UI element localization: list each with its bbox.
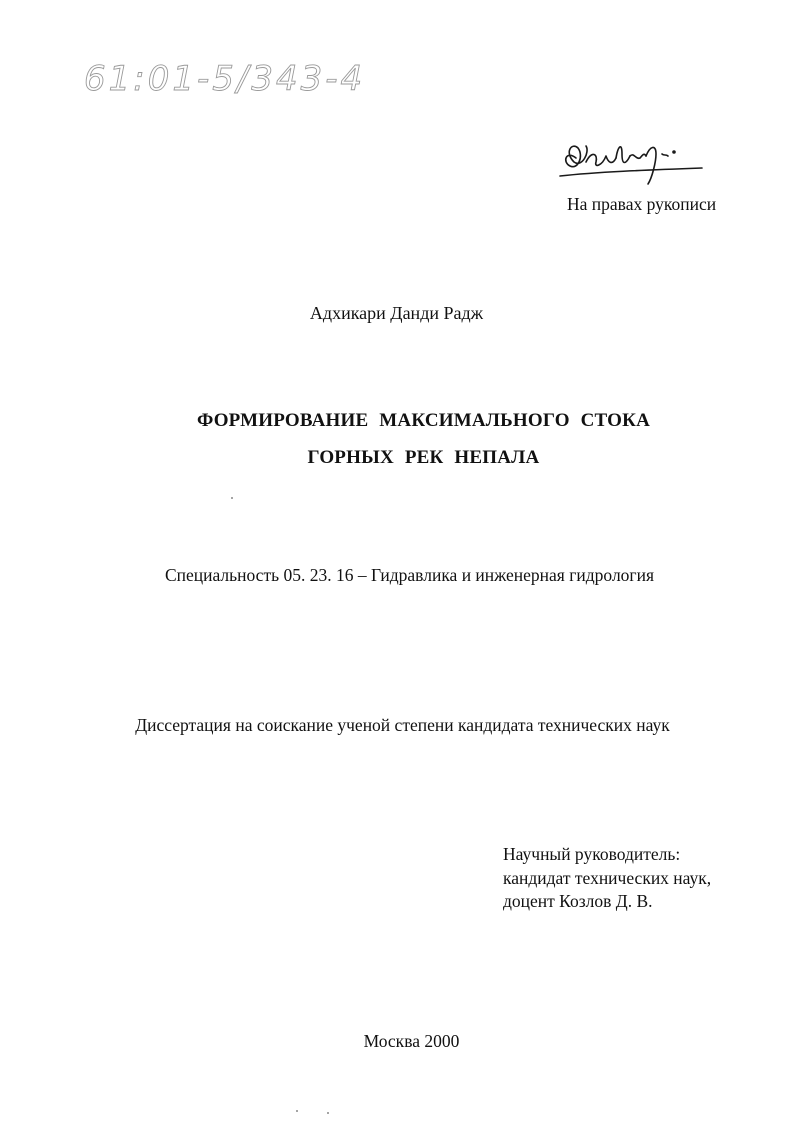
city-and-year: Москва 2000 xyxy=(363,1031,460,1051)
archive-number-text: 61:01-5/343-4 xyxy=(84,59,366,99)
author-name: Адхикари Данди Радж xyxy=(309,303,484,323)
author-signature xyxy=(556,132,706,194)
supervisor-block xyxy=(503,843,711,914)
archive-number-stamp xyxy=(84,52,424,102)
supervisor-degree: кандидат технических наук, xyxy=(503,867,712,888)
thesis-title-line-2: ГОРНЫХ РЕК НЕПАЛА xyxy=(307,447,540,468)
degree-statement: Диссертация на соискание ученой степени кандидата технических наук xyxy=(135,715,670,735)
specialty-line: Специальность 05. 23. 16 – Гидравлика и инженерная гидрология xyxy=(164,565,655,585)
scan-speck xyxy=(327,1112,329,1114)
scan-speck xyxy=(296,1110,298,1112)
thesis-title-line-1: ФОРМИРОВАНИЕ МАКСИМАЛЬНОГО СТОКА xyxy=(196,410,651,431)
supervisor-heading: Научный руководитель: xyxy=(503,844,681,864)
rights-note: На правах рукописи xyxy=(567,194,717,214)
scan-speck xyxy=(231,497,233,499)
supervisor-name: доцент Козлов Д. В. xyxy=(503,891,653,911)
